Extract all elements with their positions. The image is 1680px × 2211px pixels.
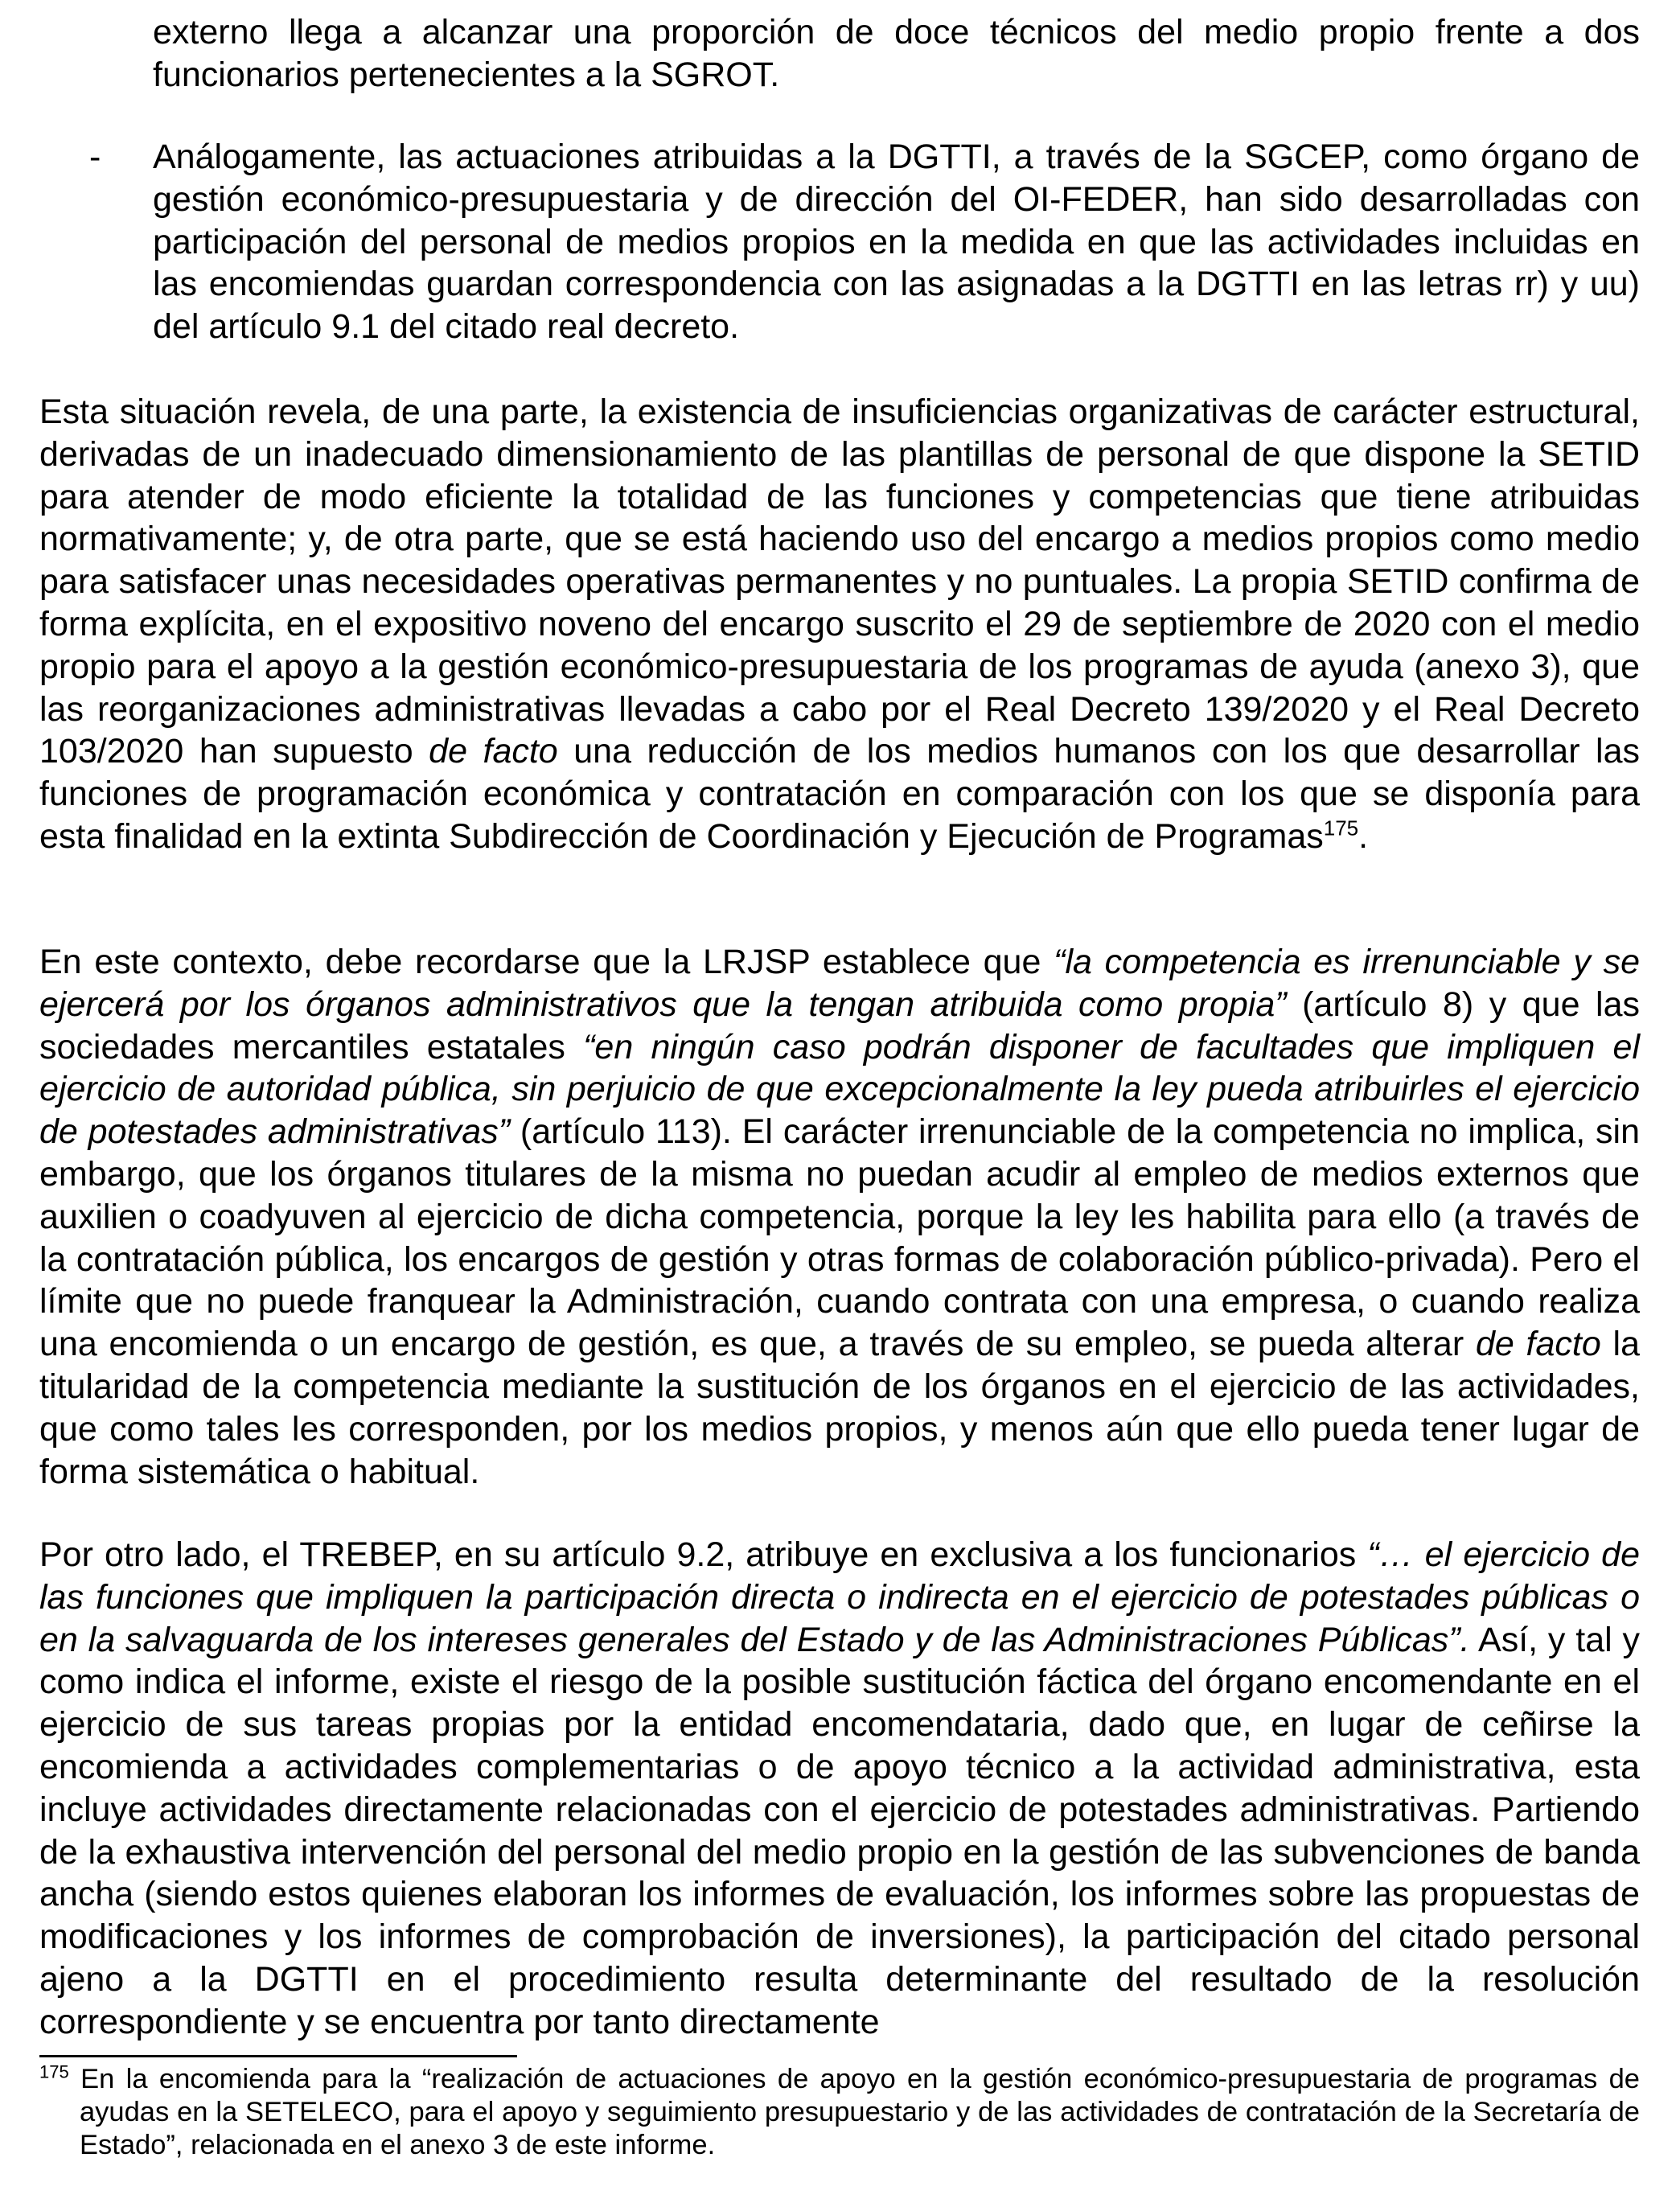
paragraph-text-run: (artículo 8) y que las sociedades mercantiles estatales — [39, 984, 1640, 1066]
paragraph-text — [39, 941, 1640, 1493]
italic-phrase: de facto — [429, 732, 558, 771]
footnote-text: En la encomienda para la “realización de actuaciones de apoyo en la gestión económico-presupuestaria de programas de ayudas en la SETELECO, para el apoyo y seguimiento presupuestario y de las actividades de contratación de la Secretaría de Estado”, relacionada en el anexo 3 de este informe. — [68, 2064, 1640, 2160]
footnote-separator — [39, 2055, 517, 2057]
paragraph-text-run: Esta situación revela, de una parte, la existencia de insuficiencias organizativas de carácter estructural, derivadas de un inadecuado dimensionamiento de las plantillas de personal de que dispone la SETID para atender de modo eficiente la totalidad de las funciones y competencias que tiene atribuidas normativamente; y, de otra parte, que se está haciendo uso del encargo a medios propios como medio para satisfacer unas necesidades operativas permanentes y no puntuales. La propia SETID confirma de forma explícita, en el expositivo noveno del encargo suscrito el 29 de septiembre de 2020 con el medio propio para el apoyo a la gestión económico-presupuestaria de los programas de ayuda (anexo 3), que las reorganizaciones administrativas llevadas a cabo por el Real Decreto 139/2020 y el Real Decreto 103/2020 han supuesto — [39, 392, 1640, 771]
footnote — [39, 2063, 1640, 2162]
paragraph-contexto-lrjsp — [39, 941, 1640, 1493]
footnote-number: 175 — [39, 2061, 69, 2082]
italic-quote: “en ningún caso podrán disponer de facultades que impliquen el ejercicio de autoridad pública, sin perjuicio de que excepcionalmente la ley pueda atribuirles el ejercicio de potestades administrativas” — [39, 1027, 1640, 1152]
paragraph-trebep — [39, 1534, 1640, 2044]
paragraph-text — [39, 391, 1640, 858]
list-item — [89, 136, 1640, 348]
paragraph-text-run: Por otro lado, el TREBEP, en su artículo 9.2, atribuye en exclusiva a los funcionarios — [39, 1535, 1368, 1574]
list-item-continuation — [153, 11, 1640, 97]
list-item-text: Análogamente, las actuaciones atribuidas a la DGTTI, a través de la SGCEP, como órgano de gestión económico-presupuestaria y de dirección del OI-FEDER, han sido desarrolladas con participación del personal de medios propios en la medida en que las actividades incluidas en las encomiendas guardan correspondencia con las asignadas a la DGTTI en las letras rr) y uu) del artículo 9.1 del citado real decreto. — [153, 138, 1640, 347]
paragraph-text-run: la titularidad de la competencia mediante la sustitución de los órganos en el ejercicio de las actividades, que como tales les corresponden, por los medios propios, y menos aún que ello pueda tener lugar de forma sistemática o habitual. — [39, 1325, 1641, 1491]
list-bullet-dash: - — [89, 138, 101, 176]
footnote-reference[interactable]: 175 — [1323, 816, 1359, 840]
paragraph-text-run: (artículo 113). El carácter irrenunciable de la competencia no implica, sin embargo, que los órganos titulares de la misma no puedan acudir al empleo de medios externos que auxilien o coadyuven al ejercicio de dicha competencia, porque la ley les habilita para ello (a través de la contratación pública, los encargos de gestión y otras formas de colaboración público-privada). Pero el límite que no puede franquear la Administración, cuando contrata con una empresa, o cuando realiza una encomienda o un encargo de gestión, es que, a través de su empleo, se pueda alterar — [39, 1112, 1641, 1364]
list-item-continuation-text: externo llega a alcanzar una proporción de doce técnicos del medio propio frente a dos funcionarios pertenecientes a la SGROT. — [153, 13, 1640, 94]
paragraph-text-run: una reducción de los medios humanos con los que desarrollar las funciones de programación económica y contratación en comparación con los que se disponía para esta finalidad en la extinta Subdirección de Coordinación y Ejecución de Programas — [39, 732, 1641, 856]
italic-quote: “… el ejercicio de las funciones que impliquen la participación directa o indirecta en el ejercicio de potestades públicas o en la salvaguarda de los intereses generales del Estado y de las Administraciones Públicas”. — [39, 1535, 1640, 1659]
paragraph-insuficiencias — [39, 391, 1640, 858]
paragraph-text-run: En este contexto, debe recordarse que la LRJSP establece que — [39, 943, 1054, 981]
paragraph-text-run: . — [1358, 816, 1369, 856]
paragraph-text — [39, 1534, 1640, 2044]
italic-quote: “la competencia es irrenunciable y se ejercerá por los órganos administrativos que la tengan atribuida como propia” — [39, 943, 1641, 1024]
italic-phrase: de facto — [1475, 1325, 1601, 1364]
paragraph-text-run: Así, y tal y como indica el informe, existe el riesgo de la posible sustitución fáctica del órgano encomendante en el ejercicio de sus tareas propias por la entidad encomendataria, dado que, en lugar de ceñirse la encomienda a actividades complementarias o de apoyo técnico a la actividad administrativa, esta incluye actividades directamente relacionadas con el ejercicio de potestades administrativas. Partiendo de la exhaustiva intervención del personal del medio propio en la gestión de las subvenciones de banda ancha (siendo estos quienes elaboran los informes de evaluación, los informes sobre las propuestas de modificaciones y los informes de comprobación de inversiones), la participación del citado personal ajeno a la DGTTI en el procedimiento resulta determinante del resultado de la resolución correspondiente y se encuentra por tanto directamente — [39, 1620, 1640, 2041]
